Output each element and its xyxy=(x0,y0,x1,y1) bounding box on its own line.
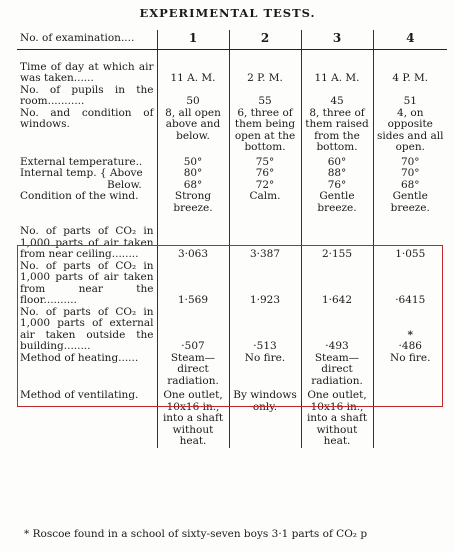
table-cell: 4, on opposite sides and all open. xyxy=(373,108,447,154)
column-header: 3 xyxy=(301,30,373,49)
table-row xyxy=(17,307,447,353)
table-row xyxy=(17,62,447,85)
table-cell: ·513 xyxy=(229,307,301,353)
experimental-tests-table xyxy=(17,30,447,448)
table-cell: 45 xyxy=(301,85,373,108)
table-header-row xyxy=(17,30,447,49)
column-header: 1 xyxy=(157,30,229,49)
table-cell: 1·642 xyxy=(301,261,373,307)
table-cell: 1·055 xyxy=(373,226,447,261)
table-row xyxy=(17,85,447,108)
table-cell: ·6415 xyxy=(373,261,447,307)
row-label: No. and condition of windows. xyxy=(20,106,154,130)
table-cell: 51 xyxy=(373,85,447,108)
footnote: * Roscoe found in a school of sixty-seven boys 3·1 parts of CO₂ p xyxy=(24,528,368,540)
table-cell: 8, all open above and below. xyxy=(157,108,229,154)
table-row xyxy=(17,191,447,214)
table-row xyxy=(17,108,447,154)
row-label: Method of heating...... xyxy=(20,351,139,364)
footnote-marker: * xyxy=(407,328,413,341)
table-cell: 70° xyxy=(373,157,447,169)
row-label: Time of day at which air was taken...... xyxy=(20,60,154,84)
table-cell: No fire. xyxy=(229,353,301,388)
table-cell: Gentle breeze. xyxy=(373,191,447,214)
table-cell: One outlet, 10x16 in., into a shaft without heat. xyxy=(157,390,229,448)
row-label: No. of parts of CO₂ in 1,000 parts of external air taken outside the building........ xyxy=(20,305,154,352)
table-cell: Gentle breeze. xyxy=(301,191,373,214)
table-cell: 1·923 xyxy=(229,261,301,307)
table-cell: 50° xyxy=(157,157,229,169)
table-row xyxy=(17,390,447,448)
table-cell: By windows only. xyxy=(229,390,301,448)
table-cell: 2·155 xyxy=(301,226,373,261)
table-cell xyxy=(373,390,447,448)
row-label: No. of parts of CO₂ in 1,000 parts of air taken from near ceiling........ xyxy=(20,225,154,260)
table-cell: Steam—direct radiation. xyxy=(301,353,373,388)
table-cell: 50 xyxy=(157,85,229,108)
row-label: Condition of the wind. xyxy=(20,190,139,202)
table-cell: 60° xyxy=(301,157,373,169)
row-sublabel: Below. xyxy=(107,178,142,191)
page-title: EXPERIMENTAL TESTS. xyxy=(139,6,316,20)
table-cell: 72° xyxy=(229,180,301,192)
table-cell: 68° xyxy=(157,180,229,192)
table-cell: 1·569 xyxy=(157,261,229,307)
table-cell: 6, three of them being open at the bottom. xyxy=(229,108,301,154)
table-cell: 4 P. M. xyxy=(373,62,447,85)
table-cell: 75° xyxy=(229,157,301,169)
row-sublabel: Above xyxy=(109,167,143,179)
table-cell: ·507 xyxy=(157,307,229,353)
table-row xyxy=(17,226,447,261)
column-header: 4 xyxy=(373,30,447,49)
table-cell: 76° xyxy=(229,168,301,180)
table-cell: Calm. xyxy=(229,191,301,214)
column-header: 2 xyxy=(229,30,301,49)
table-cell: 55 xyxy=(229,85,301,108)
table-cell: 3·387 xyxy=(229,226,301,261)
table-row xyxy=(17,261,447,307)
row-label: No. of pupils in the room........... xyxy=(20,83,154,107)
table-cell: 2 P. M. xyxy=(229,62,301,85)
table-cell: 80° xyxy=(157,168,229,180)
table-row xyxy=(17,168,447,180)
table-cell: Strong breeze. xyxy=(157,191,229,214)
table-cell: 11 A. M. xyxy=(301,62,373,85)
table-cell: 88° xyxy=(301,168,373,180)
row-label: External temperature.. xyxy=(20,155,143,168)
table-cell: One outlet, 10x16 in., into a shaft without heat. xyxy=(301,390,373,448)
row-label: Method of ventilating. xyxy=(20,389,139,401)
table-cell: 8, three of them raised from the bottom. xyxy=(301,108,373,154)
brace-icon: { xyxy=(99,167,107,179)
table-cell: 3·063 xyxy=(157,226,229,261)
row-label: Internal temp. xyxy=(20,167,97,179)
table-cell: 76° xyxy=(301,180,373,192)
table-cell: No fire. xyxy=(373,353,447,388)
table-cell: ·486 xyxy=(398,340,422,352)
table-cell: 70° xyxy=(373,168,447,180)
row-label: No. of parts of CO₂ in 1,000 parts of air taken from near the floor.......... xyxy=(20,259,154,306)
table-cell: 11 A. M. xyxy=(157,62,229,85)
table-row xyxy=(17,353,447,388)
table-cell: Steam—direct radiation. xyxy=(157,353,229,388)
table-cell: 68° xyxy=(373,180,447,192)
table-cell: ·493 xyxy=(301,307,373,353)
examination-label: No. of examination.... xyxy=(17,30,157,49)
